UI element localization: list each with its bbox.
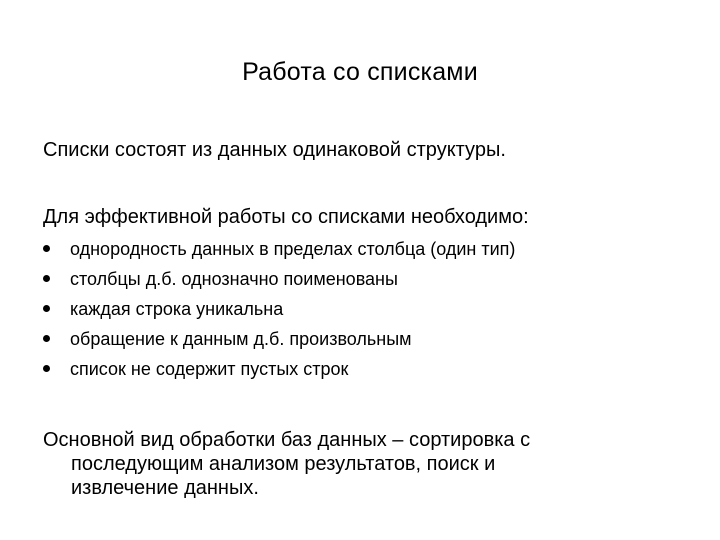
paragraph-database-processing xyxy=(43,428,643,500)
list-item xyxy=(43,297,683,327)
list-item-text: список не содержит пустых строк xyxy=(70,359,349,379)
paragraph-line: последующим анализом результатов, поиск и xyxy=(71,453,496,475)
list-item xyxy=(43,237,683,267)
list-item xyxy=(43,327,683,357)
paragraph-line: Основной вид обработки баз данных – сортировка с xyxy=(43,429,531,451)
paragraph-line: извлечение данных. xyxy=(71,477,259,499)
paragraph-lists-structure: Списки состоят из данных одинаковой структуры. xyxy=(43,139,506,161)
list-item-text: столбцы д.б. однозначно поименованы xyxy=(70,269,398,289)
bullet-icon xyxy=(43,335,50,342)
list-item xyxy=(43,267,683,297)
bullet-icon xyxy=(43,275,50,282)
list-item-text: обращение к данным д.б. произвольным xyxy=(70,329,412,349)
bullet-icon xyxy=(43,365,50,372)
list-item xyxy=(43,357,683,387)
slide-title: Работа со списками xyxy=(242,58,478,86)
list-item-text: однородность данных в пределах столбца (один тип) xyxy=(70,239,516,259)
bullet-icon xyxy=(43,245,50,252)
requirements-list xyxy=(43,237,683,387)
list-item-text: каждая строка уникальна xyxy=(70,299,284,319)
bullet-icon xyxy=(43,305,50,312)
paragraph-requirements-intro: Для эффективной работы со списками необходимо: xyxy=(43,206,529,228)
